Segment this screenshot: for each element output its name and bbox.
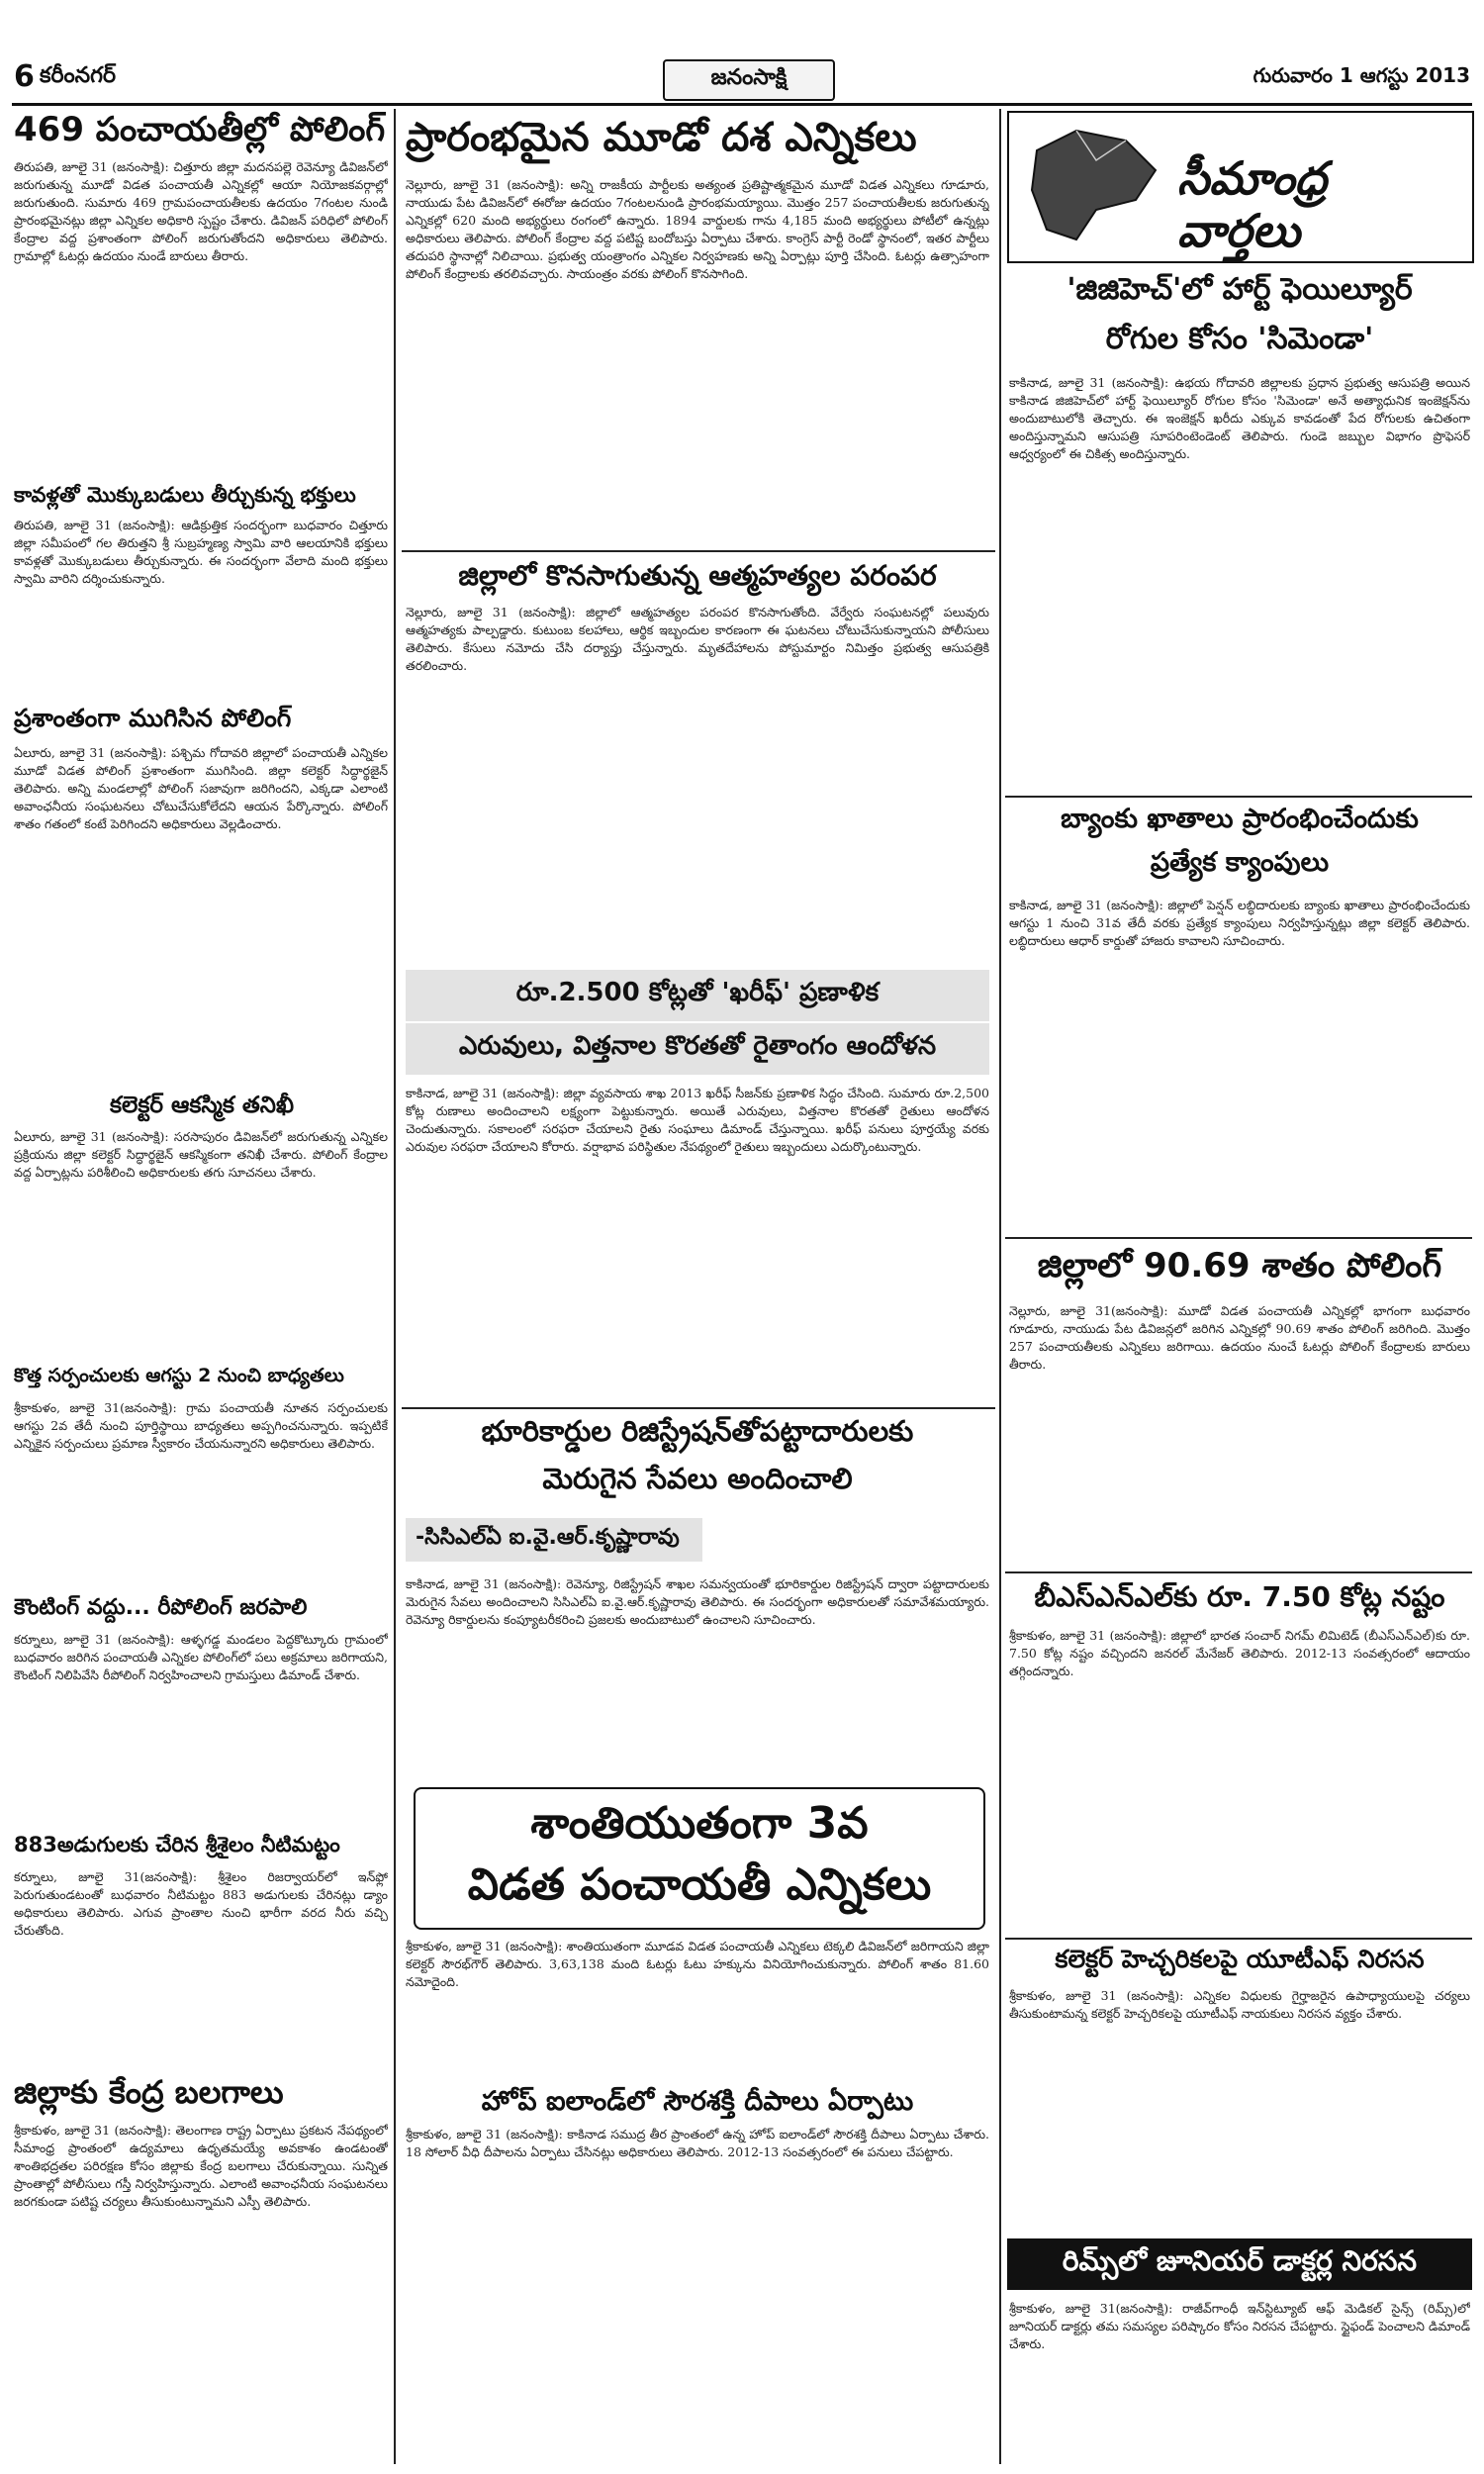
article-body: ఏలూరు, జూలై 31 (జనంసాక్షి): పశ్చిమ గోదావరి జిల్లాలో పంచాయతీ ఎన్నికల మూడో విడత పోలింగ్ ప్రశాంతంగా ముగిసింది. జిల్లా కలెక్టర్ సిద్ధార్థజైన్ తెలిపారు. అన్ని మండలాల్లో పోలింగ్ సజావుగా జరిగిందని, ఎక్కడా ఎలాంటి అవాంఛనీయ సంఘటనలు చోటుచేసుకోలేదని ఆయన పేర్కొన్నారు. పోలింగ్ శాతం గతంలో కంటే పెరిగిందని అధికారులు వెల్లడించారు. (14, 745, 388, 831)
headline: మెరుగైన సేవలు అందించాలి (542, 1462, 853, 1495)
article-body: కాకినాడ, జూలై 31 (జనంసాక్షి): జిల్లా వ్యవసాయ శాఖ 2013 ఖరీఫ్ సీజన్‌కు ప్రణాళిక సిద్ధం చేసింది. సుమారు రూ.2,500 కోట్ల రుణాలు అందించాలని లక్ష్యంగా పెట్టుకున్నారు. అయితే ఎరువులు, విత్తనాల కొరతతో రైతులు ఆందోళన చెందుతున్నారు. సకాలంలో సరఫరా చేయాలని రైతు సంఘాలు డిమాండ్ చేస్తున్నాయి. ఖరీఫ్ పనులు పూర్తయ్యే వరకు ఎరువుల సరఫరా చేయాలని కోరారు. వర్షాభావ పరిస్థితుల నేపథ్యంలో రైతులు ఇబ్బందులు ఎదుర్కొంటున్నారు. (406, 1086, 989, 1154)
section-rule (402, 550, 995, 552)
headline: బీఎస్ఎన్ఎల్‌కు రూ. 7.50 కోట్ల నష్టం (1034, 1580, 1445, 1613)
byline: -సిసిఎల్ఏ ఐ.వై.ఆర్.కృష్ణారావు (406, 1518, 702, 1562)
article-body: నెల్లూరు, జూలై 31(జనంసాక్షి): మూడో విడత పంచాయతీ ఎన్నికల్లో భాగంగా బుధవారం గూడూరు, నాయుడు పేట డివిజన్లలో జరిగిన ఎన్నికల్లో 90.69 శాతం పోలింగ్ జరిగింది. మొత్తం 257 పంచాయతీలకు ఎన్నికలు జరిగాయి. ఉదయం నుంచే ఓటర్లు పోలింగ్ కేంద్రాలకు బారులు తీరారు. (1009, 1303, 1470, 1372)
headline: కౌంటింగ్ వద్దు... రీపోలింగ్ జరపాలి (14, 1595, 308, 1620)
article-body (712, 1518, 989, 1568)
section-rule (402, 1407, 995, 1409)
headline: రోగుల కోసం 'సిమెండా' (1105, 322, 1374, 356)
headline: కలెక్టర్ హెచ్చరికలపై యూటీఎఫ్ నిరసన (1055, 1945, 1425, 1973)
headline: ప్రారంభమైన మూడో దశ ఎన్నికలు (406, 115, 917, 160)
article-body: తిరుపతి, జూలై 31 (జనంసాక్షి): ఆడిక్రుత్తిక సందర్భంగా బుధవారం చిత్తూరు జిల్లా సమీపంలో గల తిరుత్తని శ్రీ సుబ్రహ్మణ్య స్వామి వారి ఆలయానికి భక్తులు కావళ్లతో మొక్కుబడులు తీర్చుకున్నారు. ఈ సందర్భంగా వేలాది మంది భక్తులు స్వామి వారిని దర్శించుకున్నారు. (14, 518, 388, 586)
headline: ప్రత్యేక క్యాంపులు (1150, 847, 1330, 878)
headline: 883అడుగులకు చేరిన శ్రీశైలం నీటిమట్టం (14, 1833, 340, 1856)
headline-banner: రిమ్స్‌లో జూనియర్ డాక్టర్ల నిరసన (1007, 2238, 1472, 2290)
page-number: 6 (14, 59, 35, 94)
headline: విడత పంచాయతీ ఎన్నికలు (467, 1859, 932, 1910)
article-body: శ్రీకాకుళం, జూలై 31 (జనంసాక్షి): తెలంగాణ రాష్ట్ర ఏర్పాటు ప్రకటన నేపథ్యంలో సీమాంధ్ర ప్రాంతంలో ఉద్యమాలు ఉధృతమయ్యే అవకాశం ఉండటంతో శాంతిభద్రతల పరిరక్షణ కోసం జిల్లాకు కేంద్ర బలగాలు చేరుకున్నాయి. సున్నిత ప్రాంతాల్లో పోలీసులు గస్తీ నిర్వహిస్తున్నారు. ఎలాంటి అవాంఛనీయ సంఘటనలు జరగకుండా పటిష్ట చర్యలు తీసుకుంటున్నామని ఎస్పీ తెలిపారు. (14, 2123, 388, 2209)
headline-box (414, 1787, 985, 1930)
headline: జిల్లాలో 90.69 శాతం పోలింగ్ (1037, 1246, 1442, 1285)
headline: కలెక్టర్ ఆకస్మిక తనిఖీ (110, 1093, 294, 1118)
paper-logo: జనంసాక్షి (663, 59, 835, 101)
headline-banner: ఎరువులు, విత్తనాల కొరతతో రైతాంగం ఆందోళన (406, 1023, 989, 1075)
article-body: శ్రీకాకుళం, జూలై 31(జనంసాక్షి): రాజీవ్‌గాంధీ ఇన్‌స్టిట్యూట్ ఆఫ్ మెడికల్ సైన్స్ (రిమ్స్)లో జూనియర్ డాక్టర్లు తమ సమస్యల పరిష్కారం కోసం నిరసన చేపట్టారు. స్టైఫండ్ పెంచాలని డిమాండ్ చేశారు. (1009, 2301, 1470, 2351)
article-body: కర్నూలు, జూలై 31 (జనంసాక్షి): ఆళ్ళగడ్డ మండలం పెద్దకొట్కూరు గ్రామంలో బుధవారం జరిగిన పంచాయతీ ఎన్నికల పోలింగ్‌లో పలు అక్రమాలు జరిగాయని, కౌంటింగ్ నిలిపివేసి రీపోలింగ్ నిర్వహించాలని గ్రామస్తులు డిమాండ్ చేశారు. (14, 1632, 388, 1682)
headline: హోప్ ఐలాండ్‌లో సౌరశక్తి దీపాలు ఏర్పాటు (481, 2086, 914, 2117)
article-body: ఏలూరు, జూలై 31 (జనంసాక్షి): సరసాపురం డివిజన్‌లో జరుగుతున్న ఎన్నికల ప్రక్రియను జిల్లా కలెక్టర్ సిద్ధార్థజైన్ ఆకస్మికంగా తనిఖీ చేశారు. పోలింగ్ కేంద్రాల వద్ద ఏర్పాట్లను పరిశీలించి అధికారులకు తగు సూచనలు చేశారు. (14, 1129, 388, 1180)
section-rule (1005, 1571, 1472, 1573)
article-body: కాకినాడ, జూలై 31 (జనంసాక్షి): రెవెన్యూ, రిజిస్ట్రేషన్ శాఖల సమన్వయంతో భూరికార్డుల రిజిస్ట్రేషన్ ద్వారా పట్టాదారులకు మెరుగైన సేవలు అందించాలని సిసిఎల్ఏ ఐ.వై.ఆర్.కృష్ణారావు తెలిపారు. ఈ సందర్భంగా అధికారులతో సమావేశమయ్యారు. రెవెన్యూ రికార్డులను కంప్యూటరీకరించి ప్రజలకు అందుబాటులో ఉంచాలని సూచించారు. (406, 1576, 989, 1627)
article-body: కాకినాడ, జూలై 31 (జనంసాక్షి): ఉభయ గోదావరి జిల్లాలకు ప్రధాన ప్రభుత్వ ఆసుపత్రి అయిన కాకినాడ జిజిహెచ్‌లో హార్ట్ ఫెయిల్యూర్ రోగుల కోసం 'సిమెండా' అనే అత్యాధునిక ఇంజెక్షన్‌ను అందుబాటులోకి తెచ్చారు. ఈ ఇంజెక్షన్ ఖరీదు ఎక్కువ కావడంతో పేద రోగులకు ఉచితంగా అందిస్తున్నామని ఆసుపత్రి సూపరింటెండెంట్ తెలిపారు. గుండె జబ్బుల విభాగం ప్రొఫెసర్ ఆధ్వర్యంలో ఈ చికిత్స అందిస్తున్నారు. (1009, 375, 1470, 461)
article-body: తిరుపతి, జూలై 31 (జనంసాక్షి): చిత్తూరు జిల్లా మదనపల్లె రెవెన్యూ డివిజన్‌లో జరుగుతున్న మూడో విడత పంచాయతీ ఎన్నికల్లో ఆయా నియోజకవర్గాల్లో జరుగుతుంది. సుమారు 469 గ్రామపంచాయతీలకు ఉదయం 7గంటల నుండి ప్రారంభమైనట్లు జిల్లా ఎన్నికల అధికారి స్పష్టం చేశారు. డివిజన్ పరిధిలో పోలింగ్ కేంద్రాల వద్ద ప్రశాంతంగా పోలింగ్ జరుగుతోందని అధికారులు తెలిపారు. గ్రామాల్లో ఓటర్లు ఉదయం నుండే బారులు తీరారు. (14, 159, 388, 263)
headline: శాంతియుతంగా 3వ (530, 1798, 869, 1849)
section-rule (1005, 1237, 1472, 1239)
masthead-rule (12, 103, 1472, 106)
article-body: కాకినాడ, జూలై 31 (జనంసాక్షి): జిల్లాలో పెన్షన్ లబ్ధిదారులకు బ్యాంకు ఖాతాలు ప్రారంభించేందుకు ఆగస్టు 1 నుంచి 31వ తేదీ వరకు ప్రత్యేక క్యాంపులు నిర్వహిస్తున్నట్లు జిల్లా కలెక్టర్ తెలిపారు. లబ్ధిదారులు ఆధార్ కార్డుతో హాజరు కావాలని సూచించారు. (1009, 898, 1470, 948)
headline: కొత్త సర్పంచులకు ఆగస్టు 2 నుంచి బాధ్యతలు (14, 1365, 344, 1386)
issue-date: గురువారం 1 ఆగస్టు 2013 (1252, 63, 1470, 87)
headline: కావళ్లతో మొక్కుబడులు తీర్చుకున్న భక్తులు (14, 483, 356, 507)
headline: ప్రశాంతంగా ముగిసిన పోలింగ్ (14, 704, 292, 732)
article-body: శ్రీకాకుళం, జూలై 31 (జనంసాక్షి): జిల్లాలో భారత సంచార్ నిగమ్ లిమిటెడ్ (బీఎస్ఎన్ఎల్)కు రూ. 7.50 కోట్ల నష్టం వచ్చిందని జనరల్ మేనేజర్ తెలిపారు. 2012-13 సంవత్సరంలో ఆదాయం తగ్గిందన్నారు. (1009, 1628, 1470, 1678)
headline: 469 పంచాయతీల్లో పోలింగ్ (14, 110, 386, 149)
headline: జిల్లాకు కేంద్ర బలగాలు (14, 2073, 284, 2111)
article-body: శ్రీకాకుళం, జూలై 31 (జనంసాక్షి): ఎన్నికల విధులకు గైర్హాజరైన ఉపాధ్యాయులపై చర్యలు తీసుకుంటామన్న కలెక్టర్ హెచ్చరికలపై యూటీఎఫ్ నాయకులు నిరసన వ్యక్తం చేశారు. (1009, 1988, 1470, 2021)
headline: భూరికార్డుల రిజిస్ట్రేషన్‌తోపట్టాదారులకు (481, 1414, 914, 1448)
article-body: కర్నూలు, జూలై 31(జనంసాక్షి): శ్రీశైలం రిజర్వాయర్‌లో ఇన్‌ఫ్లో పెరుగుతుండటంతో బుధవారం నీటిమట్టం 883 అడుగులకు చేరినట్లు డ్యాం అధికారులు తెలిపారు. ఎగువ ప్రాంతాల నుంచి భారీగా వరద నీరు వచ్చి చేరుతోంది. (14, 1869, 388, 1938)
headline: 'జిజిహెచ్'లో హార్ట్ ఫెయిల్యూర్ (1067, 272, 1413, 307)
headline: జిల్లాలో కొనసాగుతున్న ఆత్మహత్యల పరంపర (458, 559, 937, 592)
article-body: నెల్లూరు, జూలై 31 (జనంసాక్షి): జిల్లాలో ఆత్మహత్యల పరంపర కొనసాగుతోంది. వేర్వేరు సంఘటనల్లో పలువురు ఆత్మహత్యకు పాల్పడ్డారు. కుటుంబ కలహాలు, ఆర్థిక ఇబ్బందుల కారణంగా ఈ ఘటనలు చోటుచేసుకున్నాయని పోలీసులు తెలిపారు. కేసులు నమోదు చేసి దర్యాప్తు చేస్తున్నారు. మృతదేహాలను పోస్టుమార్టం నిమిత్తం ప్రభుత్వ ఆసుపత్రికి తరలించారు. (406, 605, 989, 673)
article-body: శ్రీకాకుళం, జూలై 31 (జనంసాక్షి): కాకినాడ సముద్ర తీర ప్రాంతంలో ఉన్న హోప్ ఐలాండ్‌లో సౌరశక్తి దీపాలు ఏర్పాటు చేశారు. 18 సోలార్ వీధి దీపాలను ఏర్పాటు చేసినట్లు అధికారులు తెలిపారు. 2012-13 సంవత్సరంలో ఈ పనులు చేపట్టారు. (406, 2127, 989, 2159)
column-divider (394, 109, 396, 2464)
article-body: శ్రీకాకుళం, జూలై 31(జనంసాక్షి): గ్రామ పంచాయతీ నూతన సర్పంచులకు ఆగస్టు 2వ తేదీ నుంచి పూర్తిస్థాయి బాధ్యతలు అప్పగించనున్నారు. ఇప్పటికే ఎన్నికైన సర్పంచులు ప్రమాణ స్వీకారం చేయనున్నారని అధికారులు తెలిపారు. (14, 1400, 388, 1451)
article-body: నెల్లూరు, జూలై 31 (జనంసాక్షి): అన్ని రాజకీయ పార్టీలకు అత్యంత ప్రతిష్టాత్మకమైన మూడో విడత ఎన్నికలు గూడూరు, నాయుడు పేట డివిజన్‌లో ఈరోజు ఉదయం 7గంటలనుండి ప్రారంభమయ్యాయి. మొత్తం 257 పంచాయతీలకు జరుగుతున్న ఎన్నికల్లో 620 మంది అభ్యర్థులు రంగంలో ఉన్నారు. 1894 వార్డులకు గాను 4,185 మంది అభ్యర్థులు పోటీలో ఉన్నట్లు అధికారులు తెలిపారు. పోలింగ్ కేంద్రాల వద్ద పటిష్ట బందోబస్తు ఏర్పాటు చేశారు. కాంగ్రెస్ పార్టీ రెండో స్థానంలో, ఇతర పార్టీలు తదుపరి స్థానాల్లో నిలిచాయి. ప్రభుత్వ యంత్రాంగం ఎన్నికల నిర్వహణకు అన్ని ఏర్పాట్లు పూర్తి చేసింది. ఓటర్లు ఉత్సాహంగా పోలింగ్ కేంద్రాలకు తరలివచ్చారు. సాయంత్రం వరకు పోలింగ్ కొనసాగింది. (406, 177, 989, 281)
section-rule (1005, 1938, 1472, 1940)
column-divider (999, 109, 1001, 2464)
state-map-icon (1017, 121, 1165, 253)
section-banner-title: సీమాంధ్ర వార్తలు (1177, 151, 1328, 257)
section-banner (1007, 111, 1474, 263)
headline-banner: రూ.2.500 కోట్లతో 'ఖరీఫ్' ప్రణాళిక (406, 970, 989, 1021)
section-name: కరీంనగర్ (40, 63, 117, 88)
section-rule (1005, 796, 1472, 798)
article-body: శ్రీకాకుళం, జూలై 31 (జనంసాక్షి): శాంతియుతంగా మూడవ విడత పంచాయతీ ఎన్నికలు టెక్కలి డివిజన్‌లో జరిగాయని జిల్లా కలెక్టర్ సౌరభ్‌గౌర్ తెలిపారు. 3,63,138 మంది ఓటర్లు ఓటు హక్కును వినియోగించుకున్నారు. పోలింగ్ శాతం 81.60 నమోదైంది. (406, 1939, 989, 1989)
headline: బ్యాంకు ఖాతాలు ప్రారంభించేందుకు (1061, 804, 1419, 834)
